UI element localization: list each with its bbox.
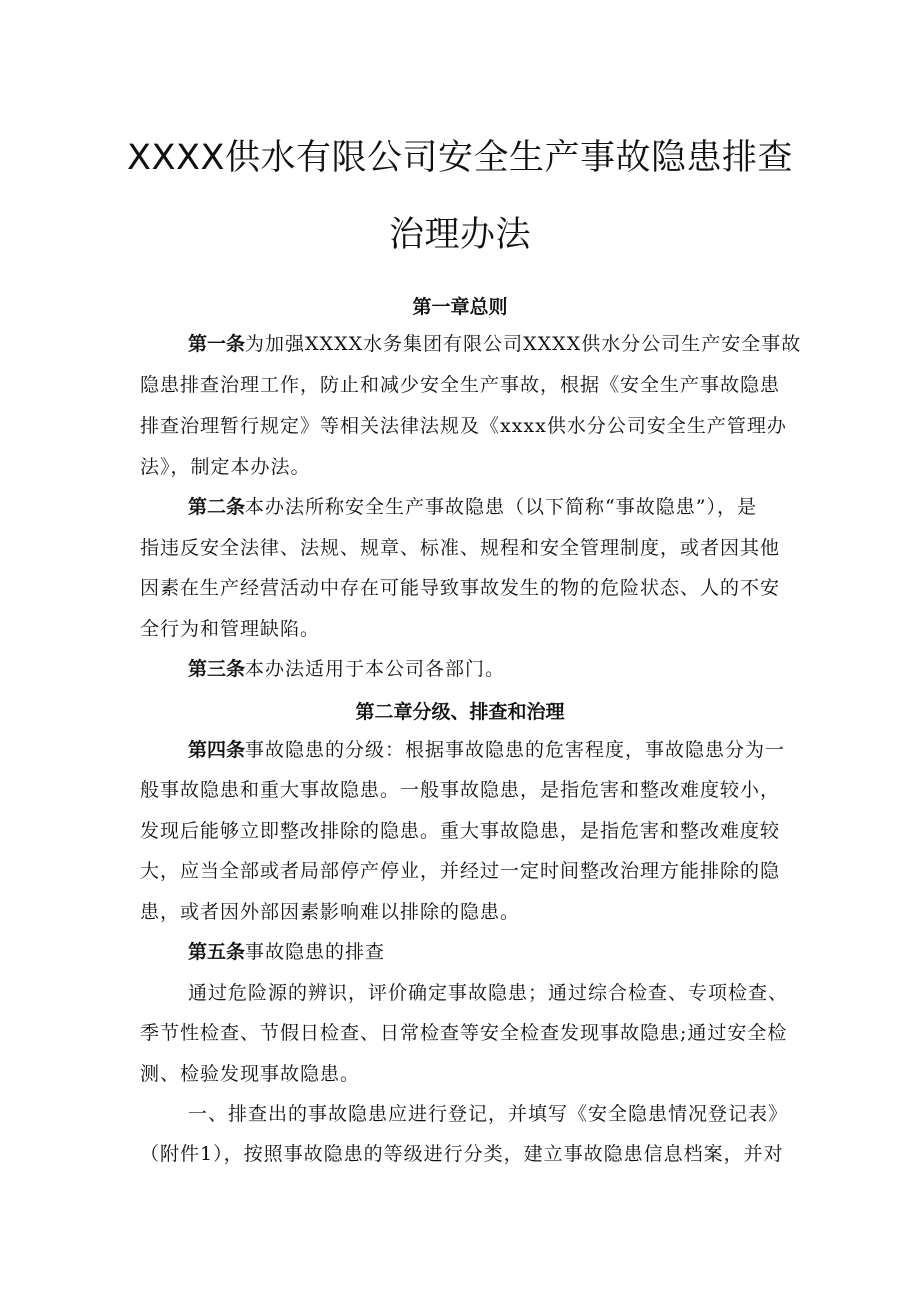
article1-line1: [188, 331, 848, 357]
article4-line1: [188, 737, 848, 763]
para1-line1: 通过危险源的辨识，评价确定事故隐患；通过综合检查、专项检查、: [188, 982, 789, 1004]
article5-line1: [188, 939, 848, 965]
article1-line2: 隐患排查治理工作，防止和减少安全生产事故，根据《安全生产事故隐患: [140, 374, 781, 396]
chapter1-heading: 第一章总则: [412, 296, 508, 318]
article4-line2: 般事故隐患和重大事故隐患。一般事故隐患，是指危害和整改难度较小，: [140, 779, 781, 801]
article1-label: 第一条: [188, 333, 246, 355]
article4-line4: 大，应当全部或者局部停产停业，并经过一定时间整改治理方能排除的隐: [140, 860, 781, 882]
chapter2-heading: 第二章分级、排查和治理: [355, 701, 565, 723]
article5-label: 第五条: [188, 941, 246, 963]
article1-line4: 法》，制定本办法。: [140, 456, 311, 478]
article3-text: 本办法适用于本公司各部门。: [245, 658, 506, 680]
article4-line3: 发现后能够立即整改排除的隐患。重大事故隐患，是指危害和整改难度较: [140, 820, 781, 842]
article2-line2: 指违反安全法律、法规、规章、标准、规程和安全管理制度，或者因其他: [140, 537, 781, 559]
article2-text: 本办法所称安全生产事故隐患（以下简称“事故隐患”），是: [245, 496, 757, 518]
article4-label: 第四条: [188, 739, 246, 761]
document-title-line2: 治理办法: [388, 215, 531, 255]
article4-line5: 患，或者因外部因素影响难以排除的隐患。: [140, 901, 521, 923]
article5-text: 事故隐患的排查: [245, 941, 386, 963]
para1-line3: 测、检验发现事故隐患。: [140, 1063, 361, 1085]
para1-line2: 季节性检查、节假日检查、日常检查等安全检查发现事故隐患;通过安全检: [140, 1022, 788, 1044]
document-title-line1: XXXX供水有限公司安全生产事故隐患排查: [127, 138, 793, 178]
para2-line2: （附件1），按照事故隐患的等级进行分类，建立事故隐患信息档案，并对: [140, 1143, 784, 1165]
article2-line3: 因素在生产经营活动中存在可能导致事故发生的物的危险状态、人的不安: [140, 577, 781, 599]
article1-line3: 排查治理暂行规定》等相关法律法规及《xxxx供水分公司安全生产管理办: [140, 415, 787, 437]
article2-line4: 全行为和管理缺陷。: [140, 618, 321, 640]
article3-line1: [188, 656, 848, 682]
para2-line1: 一、排查出的事故隐患应进行登记，并填写《安全隐患情况登记表》: [188, 1103, 789, 1125]
article1-text: 为加强XXXX水务集团有限公司XXXX供水分公司生产安全事故: [245, 333, 802, 355]
article4-text: 事故隐患的分级：根据事故隐患的危害程度，事故隐患分为一: [245, 739, 786, 761]
article3-label: 第三条: [188, 658, 246, 680]
article2-label: 第二条: [188, 496, 246, 518]
article2-line1: [188, 494, 848, 520]
